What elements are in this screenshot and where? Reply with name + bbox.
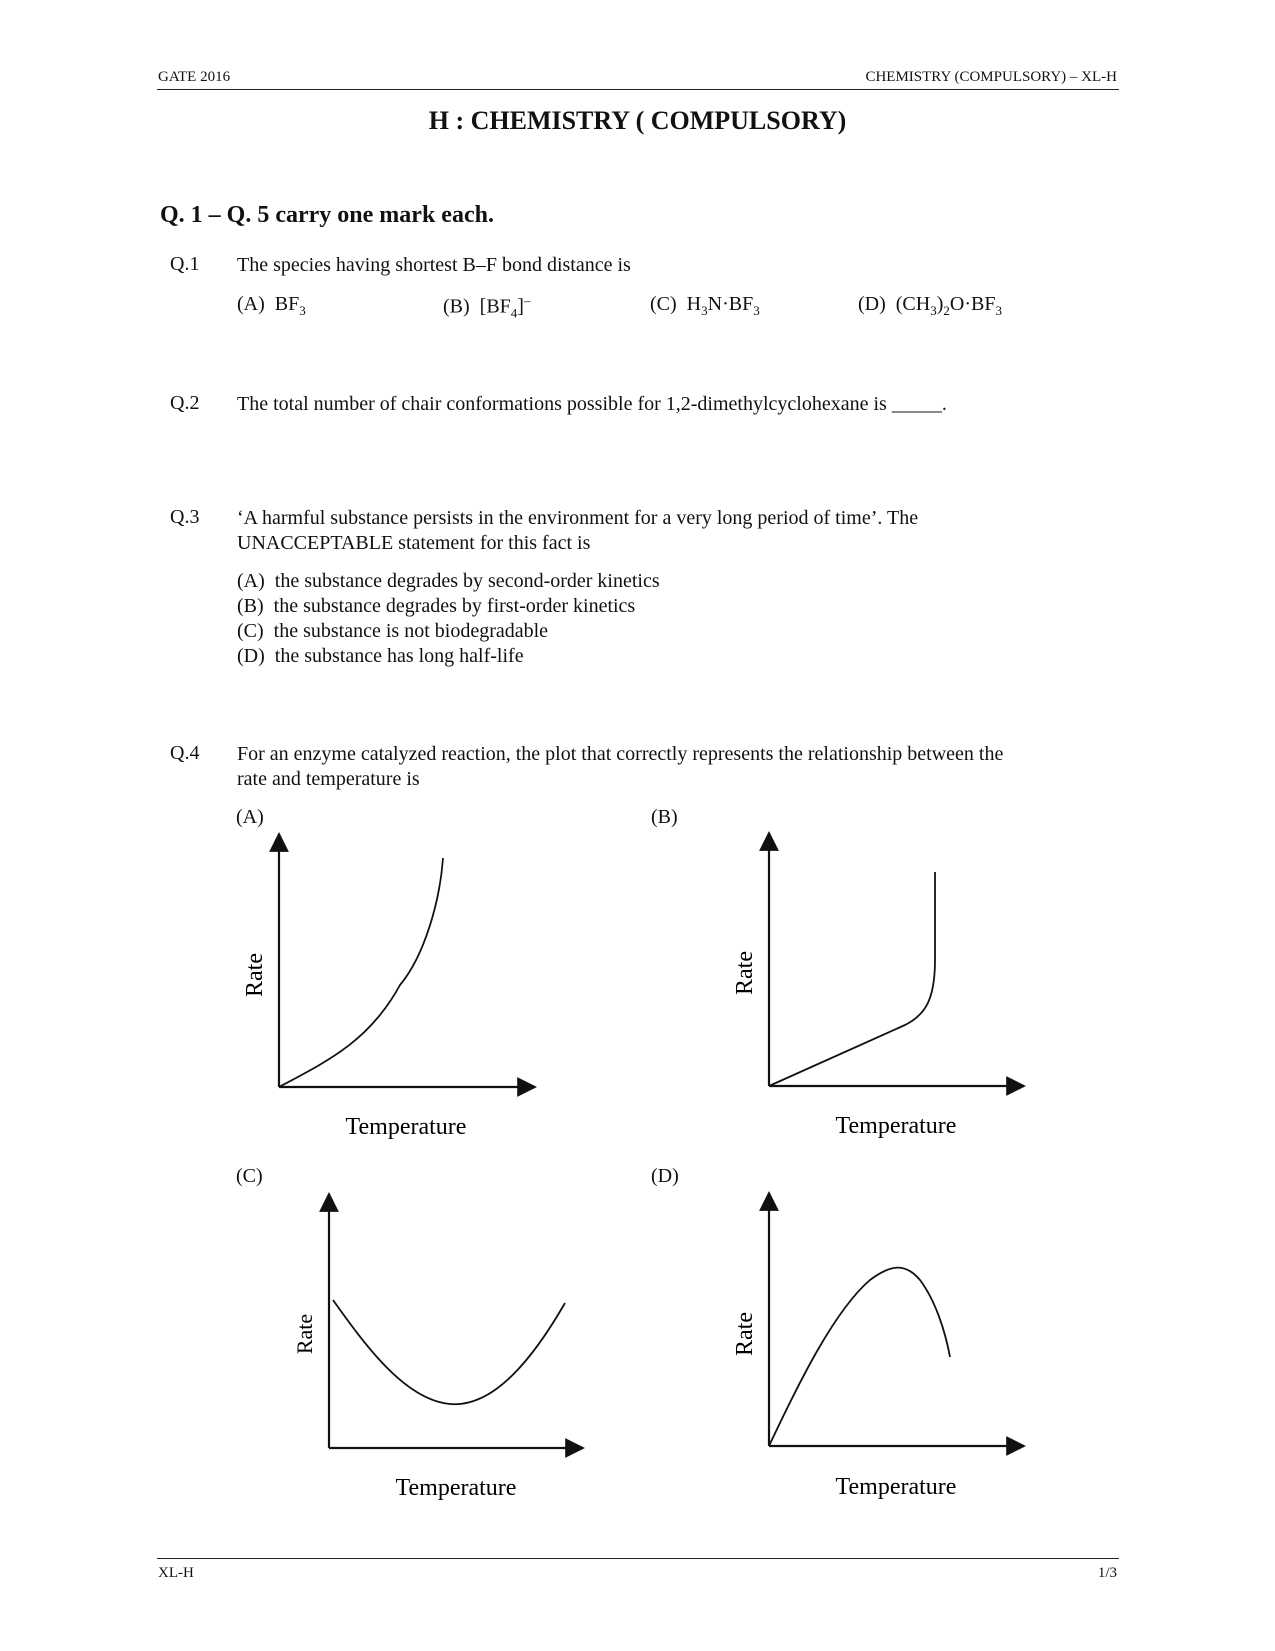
option-d: (D) $(CH_3)_2O\cdot BF_3$ xyxy=(858,293,1002,318)
section-heading: Q. 1 – Q. 5 carry one mark each. xyxy=(160,202,494,228)
y-axis-label: Rate xyxy=(242,953,268,997)
option-c: (C) the substance is not biodegradable xyxy=(237,620,549,642)
page-number: 1/3 xyxy=(1097,1565,1117,1581)
question-text-line-1: ‘A harmful substance persists in the environment for a very long period of time’. The xyxy=(237,507,919,529)
question-number: Q.2 xyxy=(170,392,200,414)
graph-d-label: (D) xyxy=(651,1165,679,1187)
option-b: (B) $[BF_4]^-$ xyxy=(443,293,531,321)
option-b: (B) the substance degrades by first-order kinetics xyxy=(237,595,636,617)
question-text-line-1: For an enzyme catalyzed reaction, the plot that correctly represents the relationship between the xyxy=(237,743,1004,765)
graph-b xyxy=(732,833,1024,1139)
y-axis-label: Rate xyxy=(732,1312,758,1356)
question-number: Q.1 xyxy=(170,253,200,275)
question-number: Q.4 xyxy=(170,742,200,764)
option-a: (A) the substance degrades by second-order kinetics xyxy=(237,570,660,592)
footer-code: XL-H xyxy=(158,1565,194,1581)
question-text: The species having shortest B–F bond distance is xyxy=(237,254,631,276)
question-number: Q.3 xyxy=(170,506,200,528)
question-text-line-2: UNACCEPTABLE statement for this fact is xyxy=(237,532,591,554)
option-a: (A) $BF_3$ xyxy=(237,293,306,318)
graph-c xyxy=(292,1194,583,1501)
x-axis-label: Temperature xyxy=(395,1475,517,1501)
graph-a-label: (A) xyxy=(236,806,264,828)
footer-rule xyxy=(157,1558,1119,1559)
page-title: H : CHEMISTRY ( COMPULSORY) xyxy=(428,106,847,135)
rate-curve xyxy=(333,1300,565,1404)
rate-curve xyxy=(279,858,443,1087)
x-axis-label: Temperature xyxy=(835,1474,957,1500)
option-d: (D) the substance has long half-life xyxy=(237,645,524,667)
rate-curve xyxy=(769,1268,950,1446)
x-axis-label: Temperature xyxy=(835,1113,957,1139)
y-axis-label: Rate xyxy=(732,951,758,995)
x-axis-label: Temperature xyxy=(345,1114,467,1140)
header-paper-name: CHEMISTRY (COMPULSORY) – XL-H xyxy=(865,69,1117,85)
y-axis-label: Rate xyxy=(292,1313,317,1355)
graph-b-label: (B) xyxy=(651,806,678,828)
graph-a xyxy=(242,834,535,1140)
question-text-line-2: rate and temperature is xyxy=(237,768,420,790)
graph-c-label: (C) xyxy=(236,1165,263,1187)
header-exam-name: GATE 2016 xyxy=(158,69,231,85)
graph-d xyxy=(732,1193,1024,1500)
rate-curve xyxy=(769,872,935,1086)
option-c: (C) $H_3N\cdot BF_3$ xyxy=(650,293,760,318)
question-text: The total number of chair conformations possible for 1,2-dimethylcyclohexane is _____. xyxy=(237,393,947,415)
